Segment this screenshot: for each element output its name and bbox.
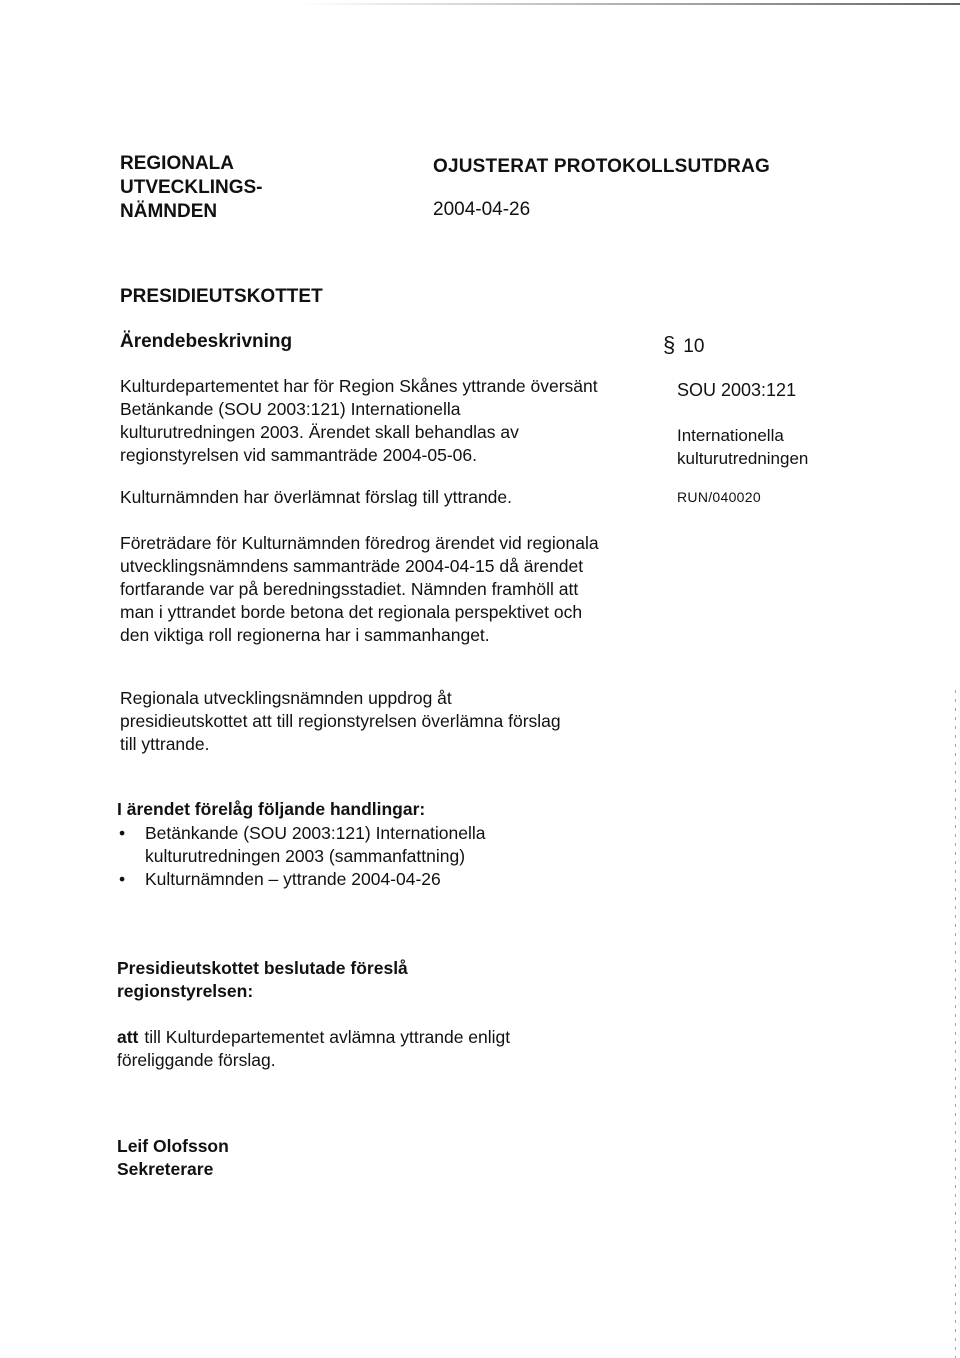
- decision-body: till Kulturdepartementet avlämna yttrande enligt föreliggande förslag.: [117, 1027, 511, 1070]
- paragraph-proposal: Kulturnämnden har överlämnat förslag till yttrande.: [120, 487, 513, 507]
- scan-edge-top: [300, 3, 960, 5]
- signature-block: [117, 1135, 229, 1181]
- section-mark: [663, 332, 704, 358]
- list-item-text: Kulturnämnden – yttrande 2004-04-26: [145, 869, 441, 889]
- section-number: 10: [683, 336, 705, 357]
- topic-line: Internationella: [677, 426, 784, 445]
- organization-name: [120, 152, 263, 224]
- committee-name: PRESIDIEUTSKOTTET: [120, 286, 323, 307]
- signer-title: Sekreterare: [117, 1159, 214, 1179]
- section-heading: Ärendebeskrivning: [120, 331, 293, 352]
- bullet: •: [119, 869, 126, 889]
- org-line: UTVECKLINGS-: [120, 177, 263, 198]
- documents-list: [117, 822, 577, 891]
- case-number: RUN/040020: [677, 489, 761, 505]
- decision-keyword: att: [117, 1027, 139, 1047]
- paragraph-background: Kulturdepartementet har för Region Skånes yttrande översänt Betänkande (SOU 2003:121) Internationella kulturutredningen 2003. Ärendet skall behandlas av regionstyrelsen vid sammanträde 2004-05-06.: [120, 376, 598, 465]
- document-title: OJUSTERAT PROTOKOLLSUTDRAG: [433, 156, 771, 177]
- decision-text: [117, 1026, 577, 1072]
- signer-name: Leif Olofsson: [117, 1136, 229, 1156]
- paragraph-presentation: Företrädare för Kulturnämnden föredrog ärendet vid regionala utvecklingsnämndens sammanträde 2004-04-15 då ärendet fortfarande var på beredningsstadiet. Nämnden framhöll att man i yttrandet borde betona det regionala perspektivet och den viktiga roll regionerna har i sammanhanget.: [120, 533, 599, 645]
- topic-line: kulturutredningen: [677, 449, 809, 468]
- org-line: NÄMNDEN: [120, 201, 218, 222]
- paragraph-assignment: Regionala utvecklingsnämnden uppdrog åt presidieutskottet att till regionstyrelsen överlämna förslag till yttrande.: [120, 688, 561, 754]
- bullet: •: [119, 823, 126, 843]
- decision-heading: Presidieutskottet beslutade föreslå regionstyrelsen:: [117, 958, 408, 1001]
- list-item-text: Betänkande (SOU 2003:121) Internationella kulturutredningen 2003 (sammanfattning): [145, 823, 486, 866]
- document-date: 2004-04-26: [433, 199, 531, 220]
- sou-reference: SOU 2003:121: [677, 380, 797, 400]
- paragraph-sign: §: [663, 332, 676, 357]
- scan-edge-right: [955, 690, 956, 1358]
- documents-heading: I ärendet förelåg följande handlingar:: [117, 799, 426, 819]
- topic-reference: [677, 424, 808, 470]
- list-item: [117, 822, 577, 868]
- org-line: REGIONALA: [120, 153, 234, 174]
- list-item: [117, 868, 577, 891]
